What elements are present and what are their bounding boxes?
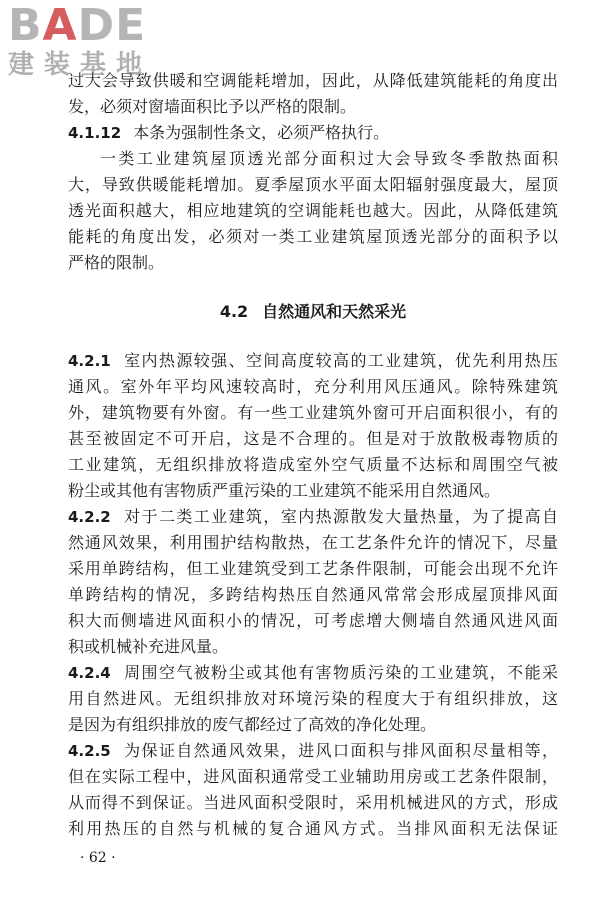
text-line: 采用单跨结构，但工业建筑受到工艺条件限制，可能会出现不允许: [68, 559, 558, 578]
text-line: 是因为有组织排放的废气都经过了高效的净化处理。: [68, 715, 437, 734]
text-line: 能耗的角度出发，必须对一类工业建筑屋顶透光部分的面积予以: [68, 227, 558, 246]
text-line: 用自然进风。无组织排放对环境污染的程度大于有组织排放，这: [68, 689, 558, 708]
text-line: 但在实际工程中，进风面积通常受工业辅助用房或工艺条件限制，: [68, 767, 558, 786]
text-line: 积大而侧墙进风面积小的情况，可考虑增大侧墙自然通风进风面: [68, 611, 558, 630]
clause-text: 对于二类工业建筑，室内热源散发大量热量，为了提高自: [122, 507, 558, 526]
logo-brand-sub: 建装基地: [8, 50, 153, 80]
text-line: 通风。室外年平均风速较高时，充分利用风压通风。除特殊建筑: [68, 377, 558, 396]
clause-number: 4.2.2: [68, 508, 111, 526]
text-line: 积或机械补充进风量。: [68, 637, 229, 656]
text-line: 一类工业建筑屋顶透光部分面积过大会导致冬季散热面积: [100, 149, 558, 168]
text-line: 严格的限制。: [68, 253, 165, 272]
section-title: [68, 298, 558, 326]
clause-number: 4.2.1: [68, 352, 111, 370]
text-line: 甚至被固定不可开启，这是不合理的。但是对于放散极毒物质的: [68, 429, 558, 448]
clause-4-2-5-first-line: [68, 738, 558, 764]
text-line: 工业建筑，无组织排放将造成室外空气质量不达标和周围空气被: [68, 455, 558, 474]
text-line: 粉尘或其他有害物质严重污染的工业建筑不能采用自然通风。: [68, 481, 501, 500]
logo-accent-letter: A: [42, 0, 78, 51]
clause-text: 为保证自然通风效果，进风口面积与排风面积尽量相等，: [122, 741, 558, 760]
clause-text: 周围空气被粉尘或其他有害物质污染的工业建筑，不能采: [122, 663, 558, 682]
text-line: 从而得不到保证。当进风面积受限时，采用机械进风的方式，形成: [68, 793, 558, 812]
logo-brand-text: [8, 0, 173, 51]
clause-text: 室内热源较强、空间高度较高的工业建筑，优先利用热压: [122, 351, 558, 370]
section-name: 自然通风和天然采光: [262, 302, 407, 321]
text-line: 单跨结构的情况，多跨结构热压自然通风常常会形成屋顶排风面: [68, 585, 558, 604]
clause-4-2-4-first-line: [68, 660, 558, 686]
text-line: 外，建筑物要有外窗。有一些工业建筑外窗可开启面积很小，有的: [68, 403, 558, 422]
clause-number: 4.2.5: [68, 742, 111, 760]
text-line: 然通风效果，利用围护结构散热，在工艺条件允许的情况下，尽量: [68, 533, 558, 552]
text-line: 发，必须对窗墙面积比予以严格的限制。: [68, 97, 357, 116]
section-number: 4.2: [219, 302, 249, 321]
clause-number: 4.1.12: [68, 124, 122, 142]
text-line: 大，导致供暖能耗增加。夏季屋顶水平面太阳辐射强度最大，屋顶: [68, 175, 558, 194]
text-line: 透光面积越大，相应地建筑的空调能耗也越大。因此，从降低建筑: [68, 201, 558, 220]
logo-brand: BADE: [8, 0, 147, 51]
clause-4-2-2-first-line: [68, 504, 558, 530]
text-line: 过大会导致供暖和空调能耗增加，因此，从降低建筑能耗的角度出: [68, 71, 558, 90]
clause-4-1-12-heading: [68, 120, 558, 146]
clause-text: 本条为强制性条文，必须严格执行。: [133, 123, 390, 142]
page-number: · 62 ·: [80, 850, 116, 866]
clause-number: 4.2.4: [68, 664, 111, 682]
document-body: [68, 68, 558, 842]
text-line: 利用热压的自然与机械的复合通风方式。当排风面积无法保证: [68, 819, 558, 838]
clause-4-2-1-first-line: [68, 348, 558, 374]
